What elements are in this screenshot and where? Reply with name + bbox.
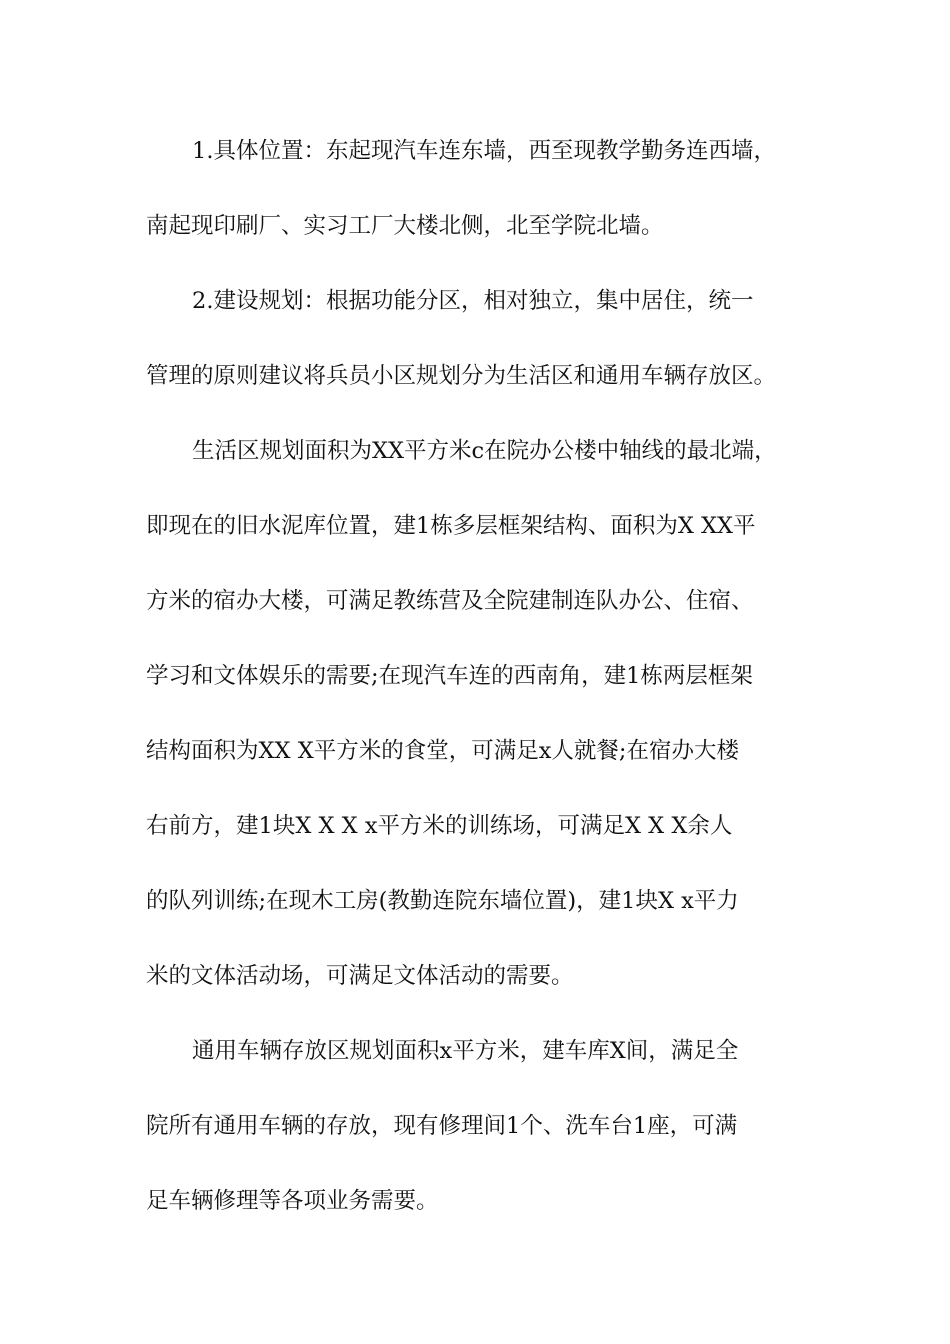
paragraph-4-line-1: 通用车辆存放区规划面积x平方米，建车库X间，满足全 — [192, 1038, 739, 1064]
paragraph-3-line-2: 即现在的旧水泥库位置，建1栋多层框架结构、面积为X XX平 — [146, 513, 756, 539]
paragraph-2-line-1: 2.建设规划：根据功能分区，相对独立，集中居住，统一 — [192, 288, 754, 314]
paragraph-4-line-3: 足车辆修理等各项业务需要。 — [146, 1188, 439, 1214]
paragraph-4-line-2: 院所有通用车辆的存放，现有修理间1个、洗车台1座，可满 — [146, 1113, 738, 1139]
paragraph-3-line-5: 结构面积为XX X平方米的食堂，可满足x人就餐;在宿办大楼 — [146, 738, 739, 764]
paragraph-3-line-1: 生活区规划面积为XX平方米c在院办公楼中轴线的最北端， — [192, 438, 777, 464]
paragraph-3-line-8: 米的文体活动场，可满足文体活动的需要。 — [146, 963, 574, 989]
paragraph-2-line-2: 管理的原则建议将兵员小区规划分为生活区和通用车辆存放区。 — [146, 363, 777, 389]
paragraph-1-line-2: 南起现印刷厂、实习工厂大楼北侧，北至学院北墙。 — [146, 213, 664, 239]
paragraph-3-line-7: 的队列训练;在现木工房(教勤连院东墙位置)，建1块X x平力 — [146, 888, 739, 914]
document-body — [146, 128, 846, 1253]
paragraph-3-line-3: 方米的宿办大楼，可满足教练营及全院建制连队办公、住宿、 — [146, 588, 754, 614]
paragraph-1-line-1: 1.具体位置：东起现汽车连东墙，西至现教学勤务连西墙， — [192, 138, 776, 164]
paragraph-3-line-6: 右前方，建1块X X X x平方米的训练场，可满足X X X余人 — [146, 813, 733, 839]
paragraph-3-line-4: 学习和文体娱乐的需要;在现汽车连的西南角，建1栋两层框架 — [146, 663, 753, 689]
